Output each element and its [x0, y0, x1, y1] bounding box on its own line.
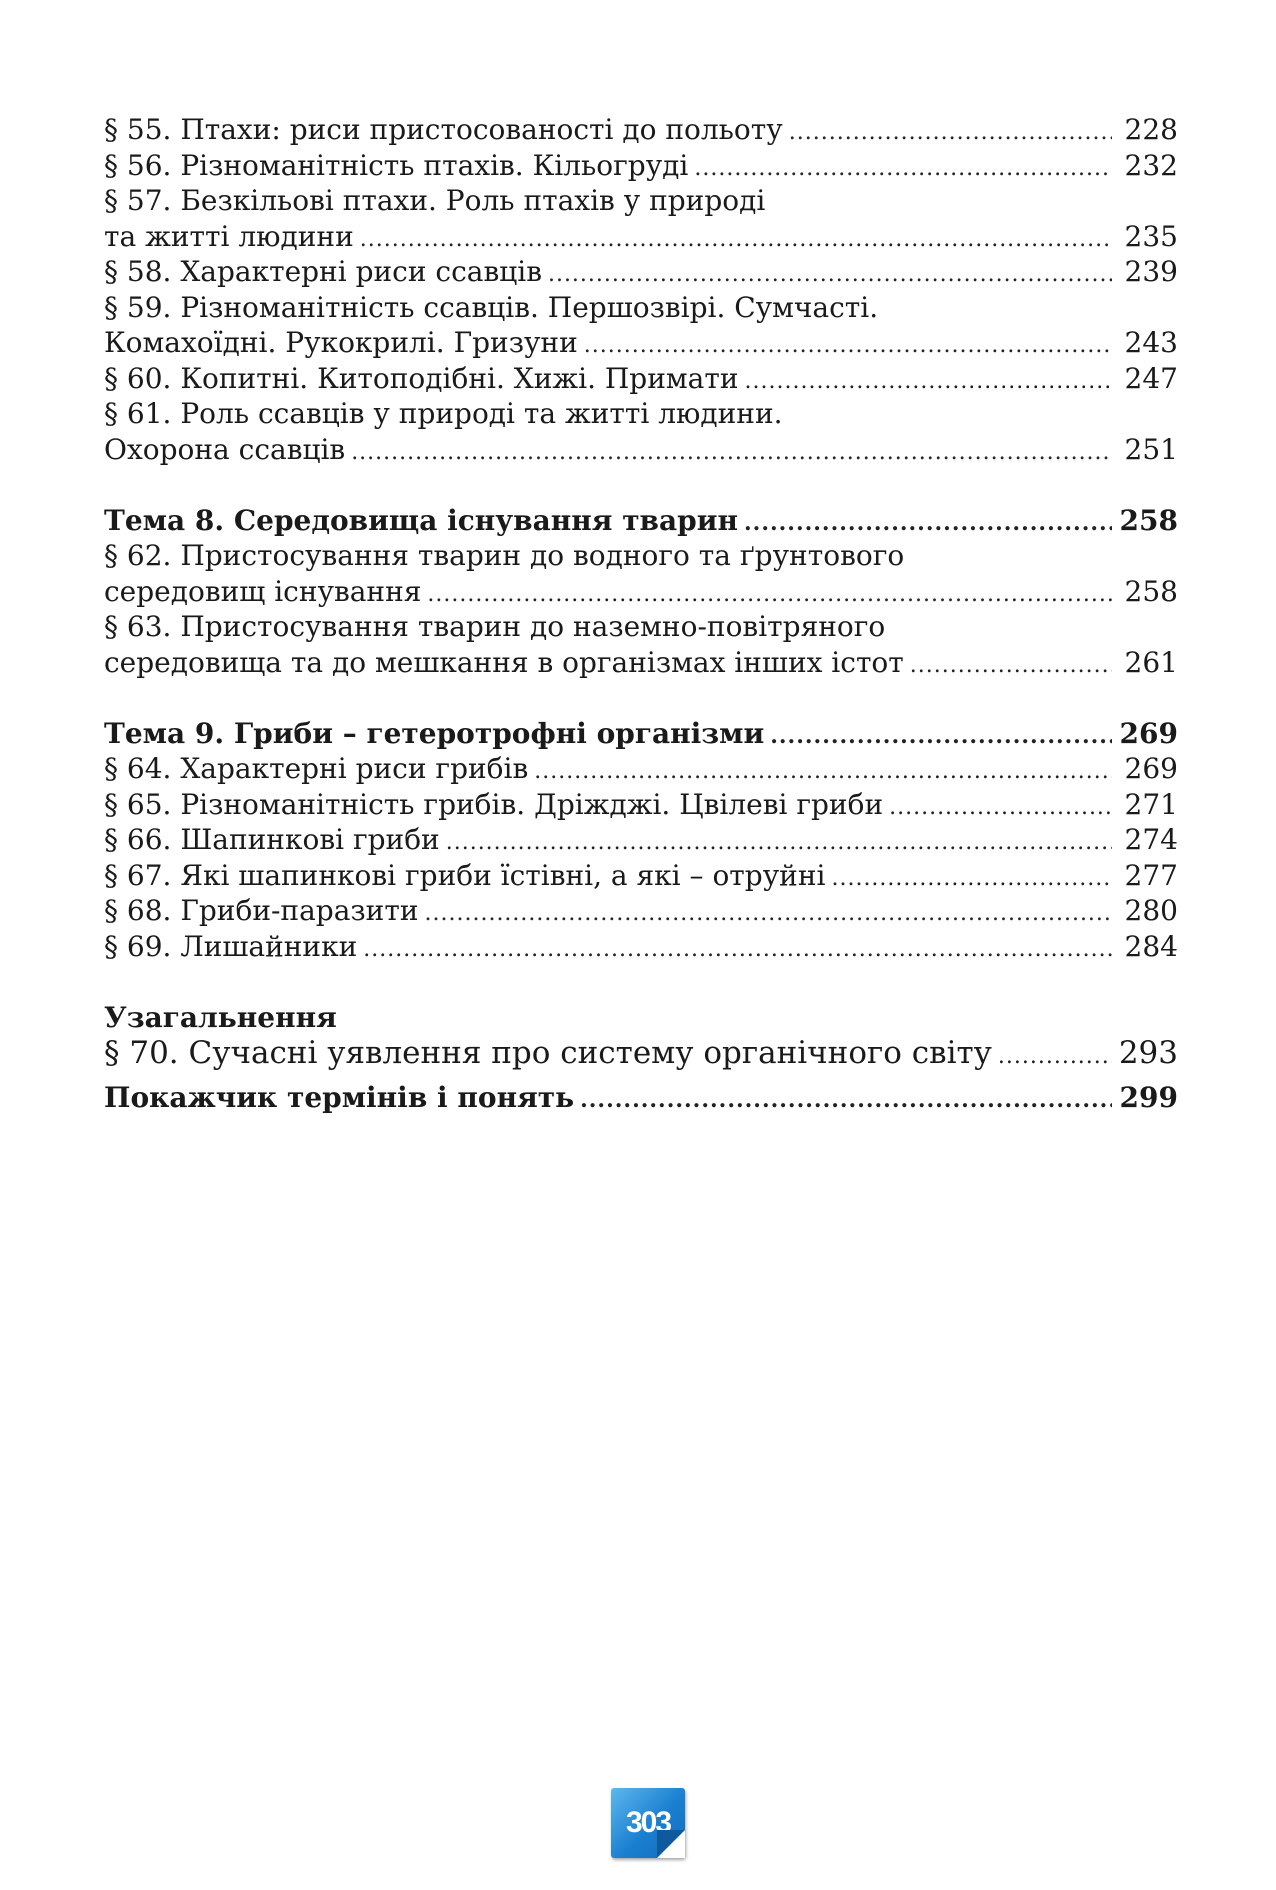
section-gap — [104, 467, 1178, 503]
toc-entry[interactable] — [104, 822, 1178, 858]
toc-entry-title: § 60. Копитні. Китоподібні. Хижі. Примати — [104, 361, 739, 395]
leader-dots — [694, 151, 1112, 187]
toc-entry[interactable] — [104, 929, 1178, 965]
toc-entry-title: Тема 9. Гриби – гетеротрофні організми — [104, 716, 765, 750]
toc-entry-title: середовищ існування — [104, 574, 422, 608]
toc-entry-title: § 69. Лишайники — [104, 929, 358, 963]
toc-entry-title: Комахоїдні. Рукокрилі. Гризуни — [104, 326, 578, 359]
toc-entry-title: Охорона ссавців — [104, 432, 346, 466]
toc-entry-page: 228 — [1124, 113, 1178, 146]
toc-entry-title: § 59. Різноманітність ссавців. Першозвірі. Сумчасті. — [104, 290, 879, 324]
page-corner-fold-icon — [657, 1830, 685, 1858]
toc-entry-continuation[interactable] — [104, 325, 1178, 361]
toc-entry[interactable] — [104, 361, 1178, 397]
toc-entry[interactable] — [104, 396, 1178, 432]
leader-dots — [998, 1038, 1112, 1075]
section-gap — [104, 964, 1178, 1000]
leader-dots — [745, 364, 1113, 400]
toc-entry-page: 243 — [1124, 326, 1178, 359]
toc-entry-continuation[interactable] — [104, 574, 1178, 610]
toc-entry-continuation[interactable] — [104, 645, 1178, 681]
toc-entry-title: § 66. Шапинкові гриби — [104, 823, 440, 856]
toc-entry-page: 284 — [1124, 929, 1178, 963]
toc-entry-title: § 67. Які шапинкові гриби їстівні, а які – отруйні — [104, 858, 826, 892]
toc-entry-page: 269 — [1119, 716, 1178, 750]
toc-entry-title: § 55. Птахи: риси пристосованості до польоту — [104, 113, 783, 146]
leader-dots — [548, 257, 1112, 293]
leader-dots — [446, 825, 1112, 861]
toc-entry-title: середовища та до мешкання в організмах інших істот — [104, 645, 904, 679]
toc-entry[interactable] — [104, 183, 1178, 219]
toc-entry-title: § 63. Пристосування тварин до наземно-повітряного — [104, 610, 886, 643]
toc-entry-title: § 57. Безкільові птахи. Роль птахів у природі — [104, 184, 766, 217]
leader-dots — [744, 506, 1112, 542]
toc-entry-continuation[interactable] — [104, 219, 1178, 255]
toc-entry-page: 269 — [1124, 752, 1178, 785]
leader-dots — [580, 1083, 1112, 1119]
toc-index-entry[interactable] — [104, 1080, 1178, 1116]
toc-entry[interactable] — [104, 751, 1178, 787]
toc-entry[interactable] — [104, 538, 1178, 574]
toc-entry[interactable] — [104, 787, 1178, 823]
toc-entry[interactable] — [104, 112, 1178, 148]
leader-dots — [427, 577, 1112, 613]
toc-entry-continuation[interactable] — [104, 432, 1178, 468]
toc-entry-page: 251 — [1124, 432, 1178, 466]
leader-dots — [425, 896, 1113, 932]
toc-entry-page: 277 — [1124, 858, 1178, 892]
toc-entry-page: 280 — [1124, 894, 1178, 927]
toc-entry[interactable] — [104, 609, 1178, 645]
toc-entry[interactable] — [104, 254, 1178, 290]
toc-topic-heading[interactable] — [104, 716, 1178, 752]
toc-entry-title: § 58. Характерні риси ссавців — [104, 255, 542, 288]
leader-dots — [910, 648, 1112, 684]
toc-entry-page: 293 — [1118, 1035, 1178, 1071]
toc-entry[interactable] — [104, 893, 1178, 929]
toc-entry-page: 247 — [1124, 361, 1178, 395]
toc-entry-title: Узагальнення — [104, 1000, 337, 1034]
toc-entry-title: Покажчик термінів і понять — [104, 1081, 575, 1114]
toc-entry-title: та житті людини — [104, 219, 354, 253]
leader-dots — [534, 754, 1112, 790]
leader-dots — [831, 861, 1112, 897]
toc-entry[interactable] — [104, 148, 1178, 184]
toc-entry-page: 299 — [1119, 1081, 1178, 1114]
toc-entry-title: § 68. Гриби-паразити — [104, 894, 419, 927]
toc-entry[interactable] — [104, 1035, 1178, 1072]
leader-dots — [351, 435, 1112, 471]
leader-dots — [889, 790, 1112, 826]
toc-entry-title: § 61. Роль ссавців у природі та житті людини. — [104, 397, 783, 430]
toc-entry-title: § 62. Пристосування тварин до водного та ґрунтового — [104, 539, 905, 572]
page-number: 303 — [625, 1806, 671, 1839]
table-of-contents — [104, 112, 1178, 1116]
toc-entry[interactable] — [104, 290, 1178, 326]
toc-entry-page: 274 — [1124, 823, 1178, 856]
toc-entry-page: 261 — [1124, 645, 1178, 679]
toc-entry-page: 235 — [1124, 219, 1178, 253]
toc-entry-page: 232 — [1124, 148, 1178, 182]
toc-entry-title: Тема 8. Середовища існування тварин — [104, 503, 738, 537]
toc-entry-page: 258 — [1124, 574, 1178, 608]
leader-dots — [584, 328, 1112, 364]
leader-dots — [360, 222, 1112, 258]
toc-entry-page: 271 — [1124, 787, 1178, 821]
toc-entry-title: § 65. Різноманітність грибів. Дріжджі. Цвілеві гриби — [104, 787, 884, 821]
leader-dots — [789, 115, 1112, 151]
toc-entry-title: § 56. Різноманітність птахів. Кільогруді — [104, 148, 689, 182]
section-gap — [104, 680, 1178, 716]
toc-entry-page: 239 — [1124, 255, 1178, 288]
leader-dots — [770, 719, 1112, 755]
toc-entry-title: § 70. Сучасні уявлення про систему органічного світу — [104, 1035, 992, 1071]
toc-entry[interactable] — [104, 858, 1178, 894]
leader-dots — [363, 932, 1112, 968]
toc-entry-title: § 64. Характерні риси грибів — [104, 752, 529, 785]
toc-topic-heading[interactable] — [104, 503, 1178, 539]
toc-entry-page: 258 — [1119, 503, 1178, 537]
page-number-badge — [611, 1788, 685, 1858]
toc-topic-heading[interactable] — [104, 1000, 1178, 1036]
